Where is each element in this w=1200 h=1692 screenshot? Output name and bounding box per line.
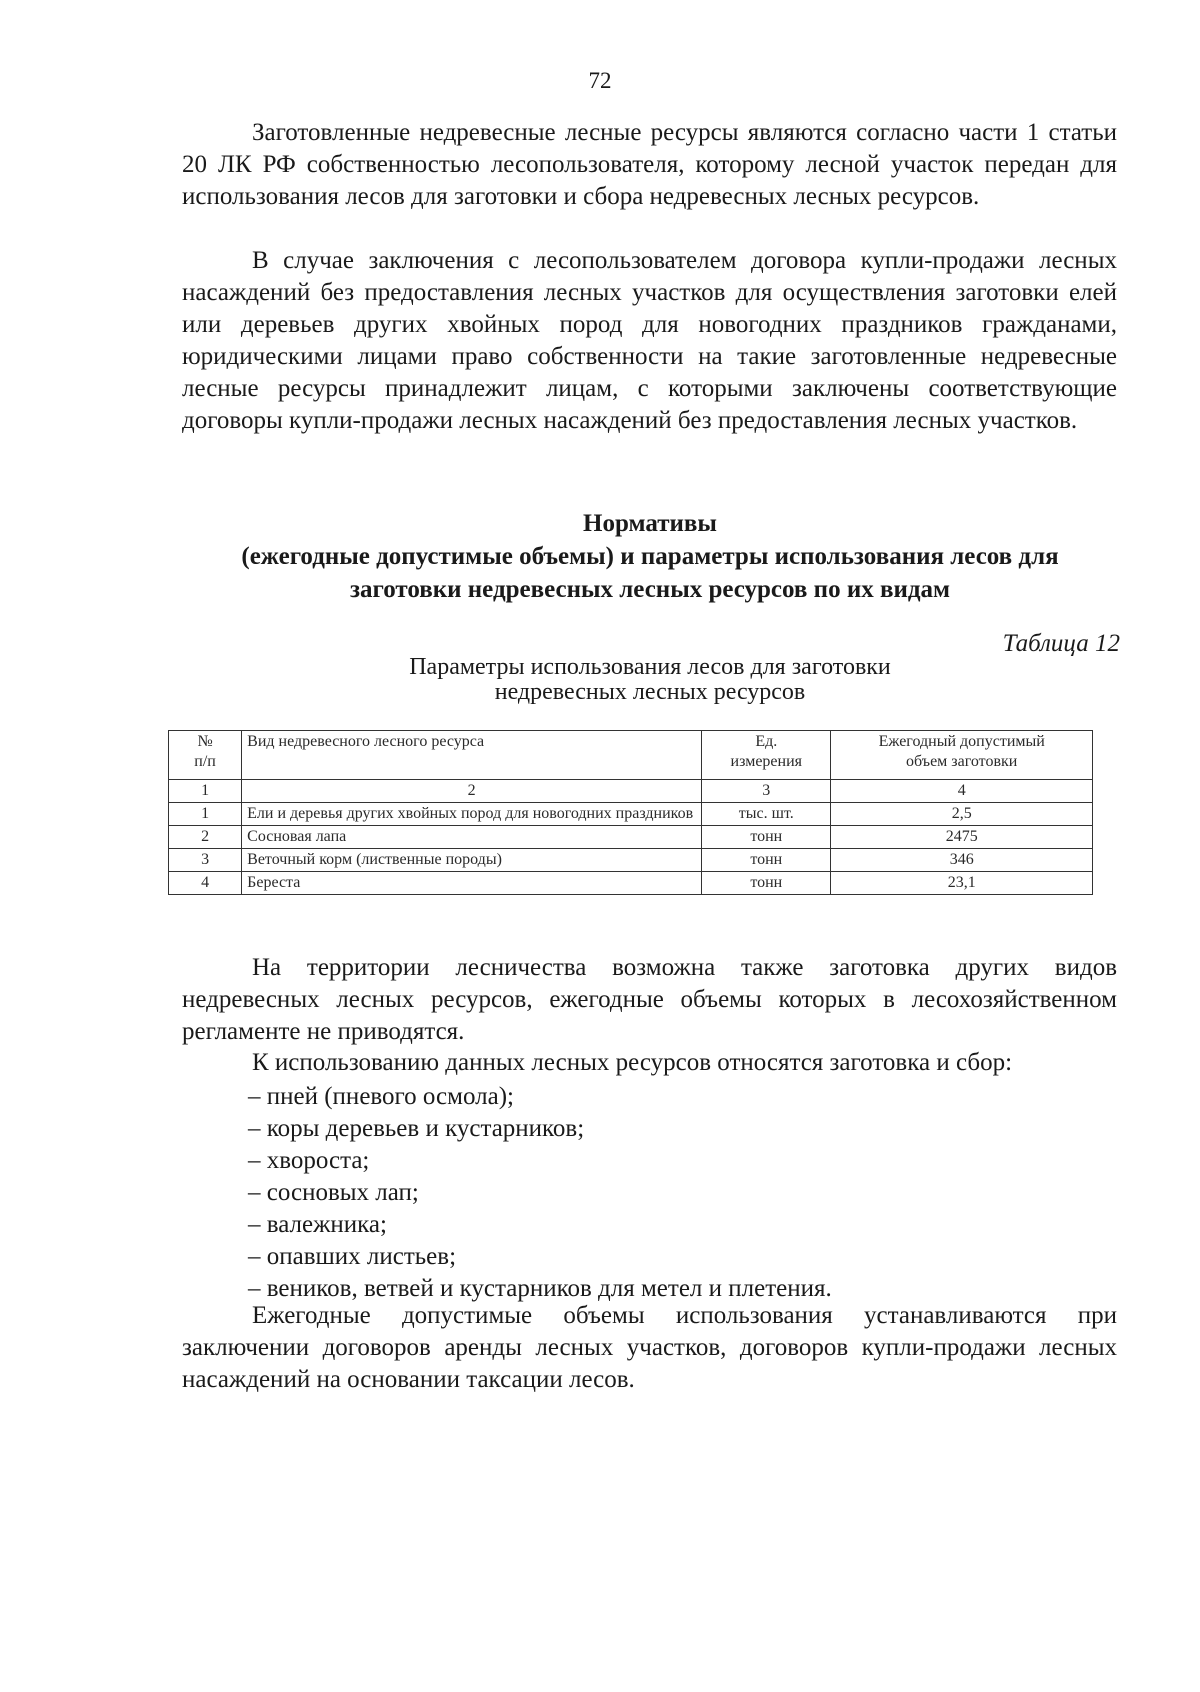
- header-number: [169, 731, 242, 780]
- paragraph-other-resources: На территории лесничества возможна также заготовка других видов недревесных лесных ресурсов, ежегодные объемы которых в лесохозяйственном регламенте не приводятся.: [182, 954, 1117, 1045]
- paragraph-ownership: Заготовленные недревесные лесные ресурсы являются согласно части 1 статьи 20 ЛК РФ собственностью лесопользователя, которому лесной участок передан для использования лесов для заготовки и сбора недревесных лесных ресурсов.: [182, 119, 1117, 210]
- table-row: [169, 849, 1093, 872]
- cell-volume: 346: [831, 849, 1093, 872]
- list-item: – валежника;: [248, 1211, 387, 1238]
- header-resource: Вид недревесного лесного ресурса: [242, 731, 702, 780]
- cell-volume: 2475: [831, 826, 1093, 849]
- table-row: [169, 872, 1093, 895]
- list-item: – опавших листьев;: [248, 1243, 457, 1270]
- paragraph-purchase-contract: В случае заключения с лесопользователем договора купли-продажи лесных насаждений без предоставления лесных участков для осуществления заготовки елей или деревьев других хвойных пород для новогодних праздников гражданами, юридическими лицами право собственности на такие заготовленные недревесные лесные ресурсы принадлежит лицам, с которыми заключены соответствующие договоры купли-продажи лесных насаждений без предоставления лесных участков.: [182, 247, 1117, 434]
- paragraph-list-intro: К использованию данных лесных ресурсов относятся заготовка и сбор:: [252, 1049, 1013, 1076]
- cell-resource: Веточный корм (лиственные породы): [242, 849, 702, 872]
- table-title-line-1: Параметры использования лесов для заготовки: [409, 654, 891, 680]
- header-unit: [702, 731, 831, 780]
- header-unit-line-2: измерения: [730, 753, 802, 770]
- cell-resource: Ели и деревья других хвойных пород для новогодних праздников: [242, 803, 702, 826]
- table-label: Таблица 12: [1002, 630, 1120, 657]
- cell-number: 4: [169, 872, 242, 895]
- cell-resource: Сосновая лапа: [242, 826, 702, 849]
- column-number-cell: 1: [169, 780, 242, 803]
- cell-unit: тыс. шт.: [702, 803, 831, 826]
- heading-line-2: (ежегодные допустимые объемы) и параметры использования лесов для: [241, 543, 1059, 570]
- cell-number: 2: [169, 826, 242, 849]
- header-number-line-2: п/п: [194, 753, 216, 770]
- cell-volume: 23,1: [831, 872, 1093, 895]
- list-item: – сосновых лап;: [248, 1179, 419, 1206]
- resources-table: [168, 730, 1093, 895]
- table-title-line-2: недревесных лесных ресурсов: [494, 679, 806, 705]
- page-number: 72: [588, 68, 612, 93]
- list-item: – хвороста;: [248, 1147, 370, 1174]
- header-unit-line-1: Ед.: [755, 733, 778, 750]
- column-number-row: [169, 780, 1093, 803]
- table-header-row: [169, 731, 1093, 780]
- cell-unit: тонн: [702, 849, 831, 872]
- header-volume-line-2: объем заготовки: [906, 753, 1018, 770]
- column-number-cell: 3: [702, 780, 831, 803]
- heading-line-1: Нормативы: [583, 510, 717, 537]
- list-item: – пней (пневого осмола);: [248, 1083, 514, 1110]
- cell-unit: тонн: [702, 826, 831, 849]
- header-number-line-1: №: [197, 733, 213, 750]
- table-row: [169, 826, 1093, 849]
- resource-list: [248, 1081, 1108, 1305]
- cell-number: 3: [169, 849, 242, 872]
- list-item: – веников, ветвей и кустарников для метел и плетения.: [248, 1275, 832, 1302]
- paragraph-annual-volumes: Ежегодные допустимые объемы использования устанавливаются при заключении договоров аренды лесных участков, договоров купли-продажи лесных насаждений на основании таксации лесов.: [182, 1302, 1117, 1393]
- table-row: [169, 803, 1093, 826]
- column-number-cell: 2: [242, 780, 702, 803]
- cell-unit: тонн: [702, 872, 831, 895]
- heading-line-3: заготовки недревесных лесных ресурсов по их видам: [349, 576, 951, 603]
- header-volume: [831, 731, 1093, 780]
- cell-volume: 2,5: [831, 803, 1093, 826]
- cell-resource: Береста: [242, 872, 702, 895]
- table-title: [300, 655, 1000, 705]
- header-volume-line-1: Ежегодный допустимый: [878, 733, 1045, 750]
- column-number-cell: 4: [831, 780, 1093, 803]
- section-heading: [170, 507, 1130, 606]
- list-item: – коры деревьев и кустарников;: [248, 1115, 585, 1142]
- cell-number: 1: [169, 803, 242, 826]
